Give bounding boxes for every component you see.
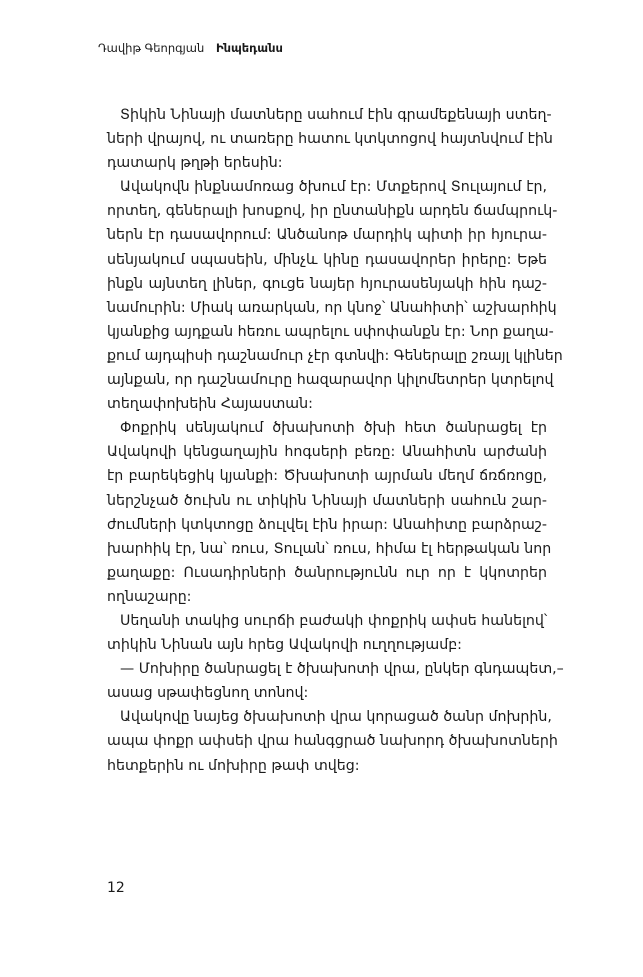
text-line: Տիկին Նինայի մատները սահում էին գրամեքենայի ստեղ- (120, 107, 552, 123)
text-line: Փոքրիկ սենյակում ծխախոտի ծխի հետ ծանրացել էր (120, 420, 547, 437)
text-line: ողնաշարը: (107, 588, 192, 605)
text-line: ների վրայով, ու տառերը հատու կտկտոցով հայտնվում էին (107, 131, 553, 148)
text-line: ներշնչած ծուխն ու տիկին Նինայի մատների սահուն շար- (107, 492, 547, 509)
header-author: Դավիթ Գեորգյան (98, 41, 205, 55)
text-line: դատարկ թղթի երեսին: (107, 155, 283, 172)
text-line: ինքն այնտեղ լիներ, գուցե նայեր հյուրասենյակի հին դաշ- (107, 275, 547, 292)
text-line: էր բարեկեցիկ կյանքի: Ծխախոտի այրման մեղմ ճռճռոցը, (107, 468, 547, 485)
text-line: խարհիկ էր, նա՝ ռուս, Տուլան՝ ռուս, հիմա էլ հերթական նոր (107, 540, 552, 557)
text-line: քում այդպիսի դաշնամուր չէր գտնվի: Գեներալը շռայլ կլիներ (107, 347, 563, 364)
text-line: ներն էր դասավորում: Անծանոթ մարդիկ պիտի իր հյուրա- (107, 227, 547, 244)
text-line: Սեղանի տակից սուրճի բաժակի փոքրիկ ափսե հանելով՝ (120, 612, 548, 629)
text-line: քաղաքը: Ուսադիրների ծանրությունն ուր որ է կկոտրեր (107, 564, 547, 581)
text-line: ասաց սթափեցնող տոնով: (107, 685, 309, 702)
text-line: կյանքից այդքան հեռու ապրելու սփոփանքն էր: Նոր քաղա- (107, 323, 554, 340)
text-line: Ավակովը նայեց ծխախոտի վրա կորացած ծանր մոխրին, (120, 709, 552, 726)
text-line: ապա փոքր ափսեի վրա հանգցրած նախորդ ծխախոտների (107, 733, 558, 750)
text-line: հետքերին ու մոխիրը թափ տվեց: (107, 757, 360, 774)
body-text (107, 103, 564, 778)
text-line: տիկին Նինան այն հրեց Ավակովի ուղղությամբ: (107, 637, 462, 654)
text-line: Ավակովն ինքնամոռաց ծխում էր: Մտքերով Տուլայում էր, (120, 179, 547, 196)
text-line: սենյակում սպասեին, մինչև կինը դասավորեր իրերը: Եթե (107, 251, 547, 268)
text-line: — Մոխիրը ծանրացել է ծխախոտի վրա, ընկեր գնդապետ,– (120, 661, 564, 678)
text-line: ժումների կտկտոցը ձուլվել էին իրար: Անահիտը բարձրաշ- (107, 516, 547, 533)
text-line: նամուրին: Միակ առարկան, որ կնոջ՝ Անահիտի՝ աշխարհիկ (107, 299, 557, 316)
text-line: այնքան, որ դաշնամուրը հազարավոր կիլոմետրեր կտրելով (107, 372, 554, 389)
running-header (98, 41, 283, 55)
text-line: որտեղ, գեներալի խոսքով, իր ընտանիքն արդեն ճամպրուկ- (107, 203, 558, 220)
page-number: 12 (107, 880, 125, 896)
header-book-title: Ինպեդանս (215, 41, 283, 55)
text-line: Ավակովի կենցաղային հոգսերի բեռը: Անահիտն արժանի (107, 444, 547, 461)
text-line: տեղափոխեին Հայաստան: (107, 396, 313, 413)
